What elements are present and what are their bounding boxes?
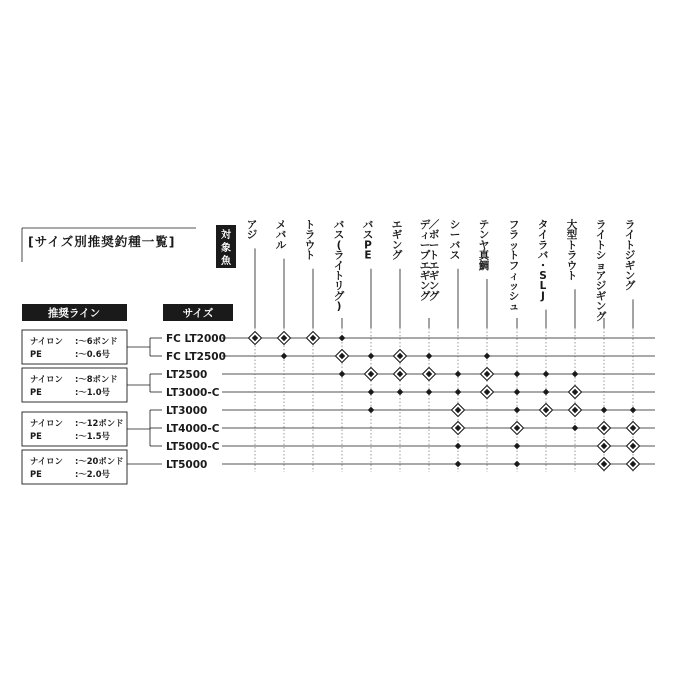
fish-label-char: エ [391,219,403,231]
small-diamond-mark [572,425,579,432]
fish-label-char: ) [336,300,342,313]
title-block [28,234,175,249]
fish-label-char: シ [595,249,607,262]
fish-label-char: 真 [478,249,490,262]
fish-label-char: ウ [304,239,316,252]
fish-label-char: ュ [508,300,520,313]
small-diamond-mark [514,461,521,468]
fish-label-char: ト [333,270,345,282]
fish-label-char: ・ [537,259,549,272]
fish-label-char: ボ [428,229,440,242]
nylon-value: :〜12ポンド [75,418,124,428]
line-groups [22,330,162,484]
fish-label-char: シ [449,219,461,231]
small-diamond-mark [455,371,462,378]
fish-label-char: ラ [508,229,520,242]
fish-label-char: 型 [566,229,578,242]
fish-label-char: リ [333,280,345,293]
fish-label-char: エ [419,259,431,272]
size-label: LT5000 [166,459,208,471]
target-fish-label-2: 象 [221,243,231,254]
small-diamond-mark [368,407,375,414]
fish-label-char: ッ [508,239,520,252]
small-diamond-mark [368,389,375,396]
fish-label-char: バ [449,239,461,252]
fish-label-char: バ [537,249,549,262]
fish-label-char: ギ [624,259,636,272]
fish-label-char: ル [275,239,287,252]
fish-label-char: ト [304,219,316,231]
fish-label-char: ラ [537,239,549,252]
fish-label-char: ョ [595,259,607,272]
fish-label-char: タ [537,219,549,231]
fish-label-char: 大 [566,219,578,231]
fish-label-char: ー [428,239,440,252]
fish-label-char: ジ [246,229,258,242]
fish-label-char: ジ [595,280,607,293]
fish-label-char: ア [246,219,258,231]
size-label: LT4000-C [166,423,220,435]
size-header-text: サイズ [182,307,214,320]
target-fish-label-1: 対 [221,230,231,241]
fish-label-char: ギ [428,270,440,282]
small-diamond-mark [368,353,375,360]
nylon-label: ナイロン [30,418,63,428]
size-label: LT2500 [166,369,208,381]
match-marks [249,332,640,471]
fish-label-char: メ [275,219,287,231]
fish-label-char: シ [508,290,520,303]
pe-label: PE [30,469,42,479]
pe-label: PE [30,387,42,397]
fish-label-char: ギ [391,229,403,242]
fish-label-char: イ [595,229,607,242]
fish-label-char: ト [624,239,636,252]
fish-label-char: バ [275,229,287,242]
fish-label-char: ラ [333,249,345,262]
fish-label-char: バ [333,219,345,231]
fish-label-char: ラ [595,219,607,231]
fish-label-char: ン [391,239,403,252]
chart-title: [サイズ別推奨釣種一覧] [28,234,176,249]
fish-label-char: S [539,270,547,282]
size-label: LT3000-C [166,387,220,399]
fish-label-char: L [539,280,547,293]
fish-label-char: ト [566,239,578,252]
fish-label-char: ヤ [478,239,490,252]
fish-label-char: プ [419,249,431,262]
fish-label-char: ィ [419,229,431,242]
target-fish-label-box [216,225,236,268]
small-diamond-mark [426,353,433,360]
pe-label: PE [30,431,42,441]
small-diamond-mark [281,353,288,360]
fish-label-char: ア [595,270,607,282]
small-diamond-mark [426,389,433,396]
fish-label-char: イ [333,259,345,272]
fish-label-char: ギ [595,290,607,303]
size-label: LT3000 [166,405,208,417]
small-diamond-mark [514,443,521,450]
nylon-value: :〜20ポンド [75,456,124,466]
fish-label-char: ジ [624,249,636,262]
small-diamond-mark [339,335,346,342]
grid-lines [222,328,655,472]
nylon-label: ナイロン [30,456,63,466]
fish-label-char: ト [508,249,520,262]
fish-label-char: フ [508,219,520,231]
fish-label-char: ラ [566,249,578,262]
small-diamond-mark [601,407,608,414]
fish-label-char: バ [362,219,374,231]
fish-label-char: イ [624,229,636,242]
target-fish-label-3: 魚 [221,256,231,267]
fish-label-char: ト [428,249,440,262]
small-diamond-mark [572,371,579,378]
small-diamond-mark [484,353,491,360]
small-diamond-mark [339,371,346,378]
small-diamond-mark [514,407,521,414]
fish-label-char: テ [478,219,490,231]
fish-label-char: ン [419,280,431,293]
size-label: FC LT2000 [166,333,226,345]
size-header [163,304,233,321]
pe-value: :〜2.0号 [75,469,110,479]
small-diamond-mark [397,389,404,396]
size-label: FC LT2500 [166,351,226,363]
small-diamond-mark [455,389,462,396]
fish-label-char: グ [391,249,403,262]
pe-value: :〜0.6号 [75,349,110,359]
pe-value: :〜1.5号 [75,431,110,441]
nylon-value: :〜8ポンド [75,374,118,384]
fish-label-char: フ [508,259,520,272]
fish-label-char: E [364,249,372,262]
fish-label-char: ン [428,280,440,293]
fish-label-char: ス [362,229,374,242]
fish-labels [247,218,636,328]
fish-label-char: 鯛 [478,259,490,272]
small-diamond-mark [543,371,550,378]
pe-value: :〜1.0号 [75,387,110,397]
nylon-label: ナイロン [30,374,63,384]
fish-label-char: ー [449,229,461,242]
fish-label-char: ト [595,239,607,252]
fish-label-char: グ [428,290,440,303]
fish-label-char: ス [333,229,345,242]
fish-label-char: ラ [304,229,316,242]
fish-label-char: ギ [419,270,431,282]
fish-label-char: ン [624,270,636,282]
fish-label-char: ス [449,249,461,262]
fish-label-char: デ [419,219,431,231]
fish-label-char: ト [566,270,578,282]
size-labels [166,333,226,471]
fish-label-char: ウ [566,259,578,272]
fish-label-char: ン [595,300,607,313]
fish-label-char: グ [624,280,636,293]
fish-label-char: イ [537,229,549,242]
line-header [22,304,127,321]
small-diamond-mark [455,461,462,468]
fish-label-char: ー [419,239,431,252]
fish-label-char: ィ [508,270,520,282]
fish-label-char: ン [478,229,490,242]
fish-label-char: グ [333,290,345,303]
small-diamond-mark [543,389,550,396]
fish-label-char: P [364,239,372,252]
fish-label-char: ト [304,249,316,262]
fish-label-char: ／ [428,219,440,231]
small-diamond-mark [455,443,462,450]
fish-label-char: グ [595,310,607,323]
fish-label-char: ッ [508,280,520,293]
small-diamond-mark [514,371,521,378]
fish-label-char: エ [428,259,440,272]
nylon-label: ナイロン [30,336,63,346]
small-diamond-mark [514,389,521,396]
nylon-value: :〜6ポンド [75,336,118,346]
size-label: LT5000-C [166,441,220,453]
fish-label-char: J [541,290,545,303]
fish-label-char: ラ [624,219,636,231]
fish-label-char: ( [336,239,342,252]
small-diamond-mark [630,407,637,414]
fish-label-char: グ [419,290,431,303]
line-header-text: 推奨ライン [47,307,101,320]
pe-label: PE [30,349,42,359]
